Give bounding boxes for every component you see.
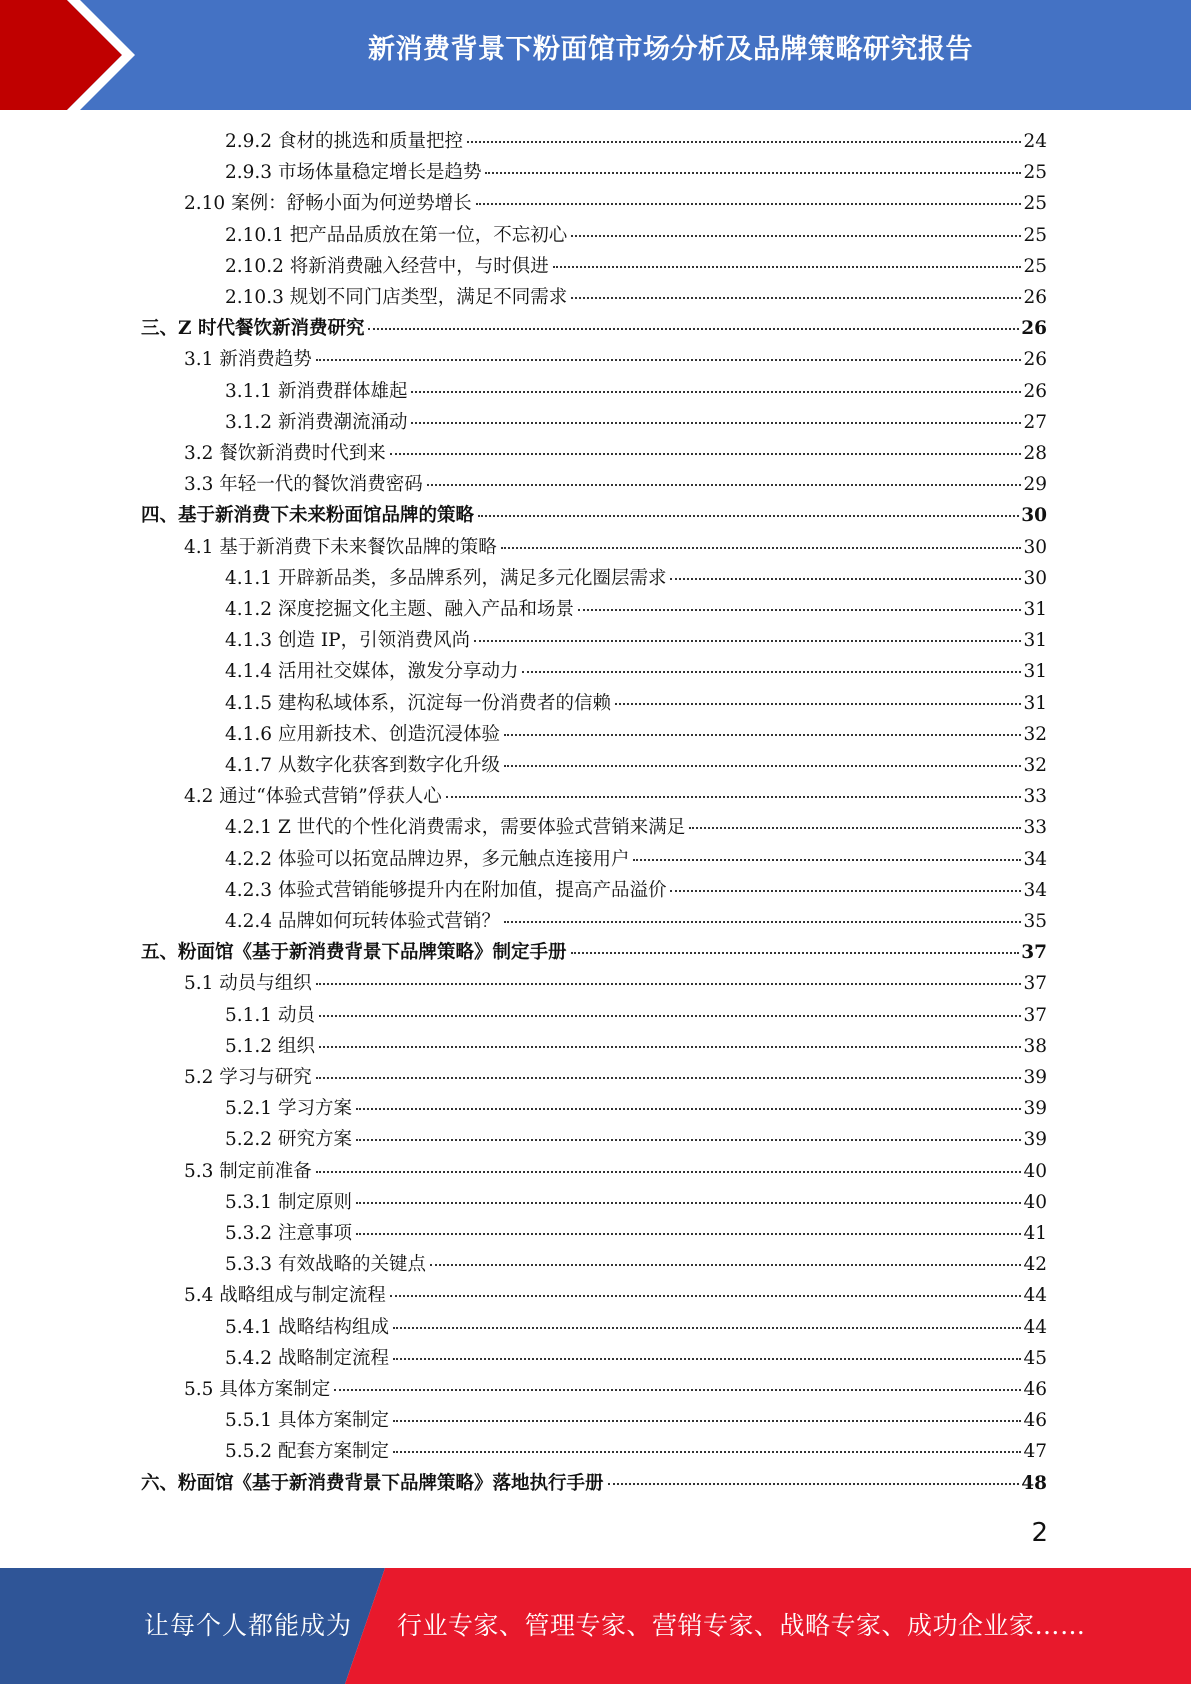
toc-entry-title: 4.1.2 深度挖掘文化主题、融入产品和场景 [225,599,574,620]
toc-dot-leader [476,202,1022,205]
toc-entry-page: 40 [1023,1191,1047,1213]
toc-entry[interactable] [225,1406,1047,1437]
toc-dot-leader [316,1170,1022,1173]
toc-entry-page: 35 [1023,911,1047,932]
toc-entry[interactable] [225,221,1047,252]
toc-entry-page: 33 [1023,817,1047,839]
toc-dot-leader [485,171,1021,174]
toc-dot-leader [411,390,1021,393]
toc-entry-page: 34 [1023,879,1047,901]
toc-entry-title: 4.2.4 品牌如何玩转体验式营销？ [225,911,500,932]
toc-entry-page: 46 [1023,1410,1047,1432]
toc-entry[interactable] [141,314,1047,345]
toc-entry-page: 25 [1023,255,1047,277]
toc-entry-title: 2.9.3 市场体量稳定增长是趋势 [225,162,482,184]
toc-entry-page: 41 [1023,1223,1047,1244]
toc-entry-title: 2.9.2 食材的挑选和质量把控 [225,131,463,152]
toc-entry[interactable] [225,595,1047,626]
toc-entry-title: 4.1 基于新消费下未来餐饮品牌的策略 [184,536,497,558]
toc-entry-title: 2.10 案例：舒畅小面为何逆势增长 [184,193,472,215]
toc-entry-page: 34 [1023,848,1047,870]
toc-entry[interactable] [225,1094,1047,1125]
toc-dot-leader [393,1419,1021,1422]
toc-dot-leader [316,982,1022,985]
header-arrow-decoration [0,0,150,110]
toc-entry-title: 五、粉面馆《基于新消费背景下品牌策略》制定手册 [141,942,567,964]
toc-entry-page: 25 [1023,224,1047,246]
toc-entry[interactable] [184,345,1047,376]
toc-entry-title: 4.1.1 开辟新品类，多品牌系列，满足多元化圈层需求 [225,567,667,589]
toc-entry-title: 4.1.6 应用新技术、创造沉浸体验 [225,723,500,745]
toc-entry-title: 4.1.5 建构私域体系，沉淀每一份消费者的信赖 [225,692,611,714]
toc-entry-title: 4.1.4 活用社交媒体，激发分享动力 [225,661,519,683]
toc-entry-title: 5.3.1 制定原则 [225,1191,352,1213]
toc-entry-title: 5.1 动员与组织 [184,973,312,995]
toc-entry-title: 4.2 通过“体验式营销”俘获人心 [184,786,442,808]
toc-dot-leader [319,1045,1022,1048]
toc-entry-title: 4.2.3 体验式营销能够提升内在附加值，提高产品溢价 [225,879,667,901]
toc-entry-page: 30 [1023,536,1047,558]
toc-dot-leader [474,639,1021,642]
toc-entry-page: 31 [1023,630,1047,652]
toc-entry-title: 4.2.1 Z 世代的个性化消费需求，需要体验式营销来满足 [225,817,686,839]
toc-dot-leader [411,421,1021,424]
toc-dot-leader [446,795,1022,798]
toc-dot-leader [390,1294,1022,1297]
toc-entry-title: 5.5.1 具体方案制定 [225,1410,389,1432]
toc-entry-title: 5.3 制定前准备 [184,1160,312,1182]
toc-entry-page: 26 [1023,380,1047,402]
toc-entry[interactable] [184,439,1047,470]
toc-entry-page: 32 [1023,755,1047,776]
footer-slogan-left: 让每个人都能成为 [144,1611,353,1640]
toc-entry[interactable] [225,876,1047,907]
toc-entry-title: 六、粉面馆《基于新消费背景下品牌策略》落地执行手册 [141,1472,604,1494]
toc-entry-page: 39 [1023,1129,1047,1151]
toc-entry-page: 26 [1021,318,1047,340]
toc-dot-leader [356,1232,1022,1235]
toc-dot-leader [571,234,1021,237]
toc-entry[interactable] [184,1063,1047,1094]
toc-entry-title: 3.1.2 新消费潮流涌动 [225,411,408,433]
toc-entry-page: 24 [1023,131,1047,152]
toc-entry-page: 28 [1023,443,1047,464]
toc-entry[interactable] [225,158,1047,189]
toc-entry-page: 31 [1023,692,1047,714]
toc-dot-leader [393,1450,1021,1453]
toc-entry[interactable] [225,283,1047,314]
toc-entry[interactable] [141,938,1047,969]
toc-entry-page: 26 [1023,349,1047,371]
toc-entry[interactable] [225,564,1047,595]
toc-dot-leader [571,296,1021,299]
toc-dot-leader [553,265,1022,268]
toc-entry-page: 25 [1023,193,1047,215]
toc-dot-leader [670,577,1021,580]
toc-entry[interactable] [225,1437,1047,1468]
toc-dot-leader [430,1263,1021,1266]
toc-dot-leader [501,546,1022,549]
toc-entry-page: 44 [1023,1316,1047,1338]
toc-entry[interactable] [184,1157,1047,1188]
toc-entry-page: 42 [1023,1254,1047,1276]
toc-entry-title: 4.1.7 从数字化获客到数字化升级 [225,755,500,776]
toc-entry-title: 5.3.2 注意事项 [225,1223,352,1244]
toc-entry[interactable] [184,782,1047,813]
toc-entry-page: 39 [1023,1098,1047,1120]
toc-entry-title: 4.2.2 体验可以拓宽品牌边界，多元触点连接用户 [225,848,630,870]
toc-entry-title: 三、Z 时代餐饮新消费研究 [141,318,365,340]
toc-dot-leader [316,1076,1022,1079]
toc-dot-leader [356,1107,1022,1110]
toc-entry-page: 37 [1023,973,1047,995]
toc-entry[interactable] [225,1032,1047,1063]
page-header [0,0,1191,110]
toc-entry[interactable] [225,720,1047,751]
toc-dot-leader [571,951,1020,954]
toc-entry[interactable] [141,501,1047,532]
toc-dot-leader [578,608,1021,611]
toc-entry-page: 26 [1023,287,1047,308]
toc-entry[interactable] [141,1469,1047,1500]
toc-dot-leader [368,327,1019,330]
toc-entry[interactable] [225,907,1047,938]
toc-dot-leader [670,889,1021,892]
toc-entry-title: 5.5.2 配套方案制定 [225,1441,389,1463]
toc-dot-leader [334,1388,1021,1391]
toc-entry[interactable] [225,1344,1047,1375]
toc-entry[interactable] [184,969,1047,1000]
toc-entry-page: 31 [1023,661,1047,683]
toc-dot-leader [615,702,1021,705]
toc-entry[interactable] [225,751,1047,782]
toc-dot-leader [393,1357,1021,1360]
toc-entry[interactable] [225,845,1047,876]
toc-entry[interactable] [184,533,1047,564]
toc-entry[interactable] [184,1281,1047,1312]
toc-entry-page: 29 [1023,474,1047,496]
toc-entry[interactable] [225,1188,1047,1219]
toc-dot-leader [504,764,1021,767]
toc-entry-title: 5.2.2 研究方案 [225,1129,352,1151]
toc-dot-leader [504,733,1021,736]
toc-entry-title: 3.1.1 新消费群体雄起 [225,380,408,402]
toc-entry-title: 5.1.2 组织 [225,1035,315,1057]
toc-entry[interactable] [184,1375,1047,1406]
toc-entry[interactable] [225,626,1047,657]
toc-entry[interactable] [225,813,1047,844]
toc-entry-title: 5.4.1 战略结构组成 [225,1316,389,1338]
toc-entry-page: 30 [1021,505,1047,527]
toc-dot-leader [608,1482,1020,1485]
toc-dot-leader [467,140,1021,143]
toc-entry[interactable] [184,470,1047,501]
toc-entry-title: 5.4 战略组成与制定流程 [184,1285,386,1307]
toc-entry[interactable] [184,189,1047,220]
toc-entry-page: 44 [1023,1285,1047,1307]
toc-entry-page: 48 [1021,1472,1047,1494]
toc-entry-title: 5.5 具体方案制定 [184,1379,331,1400]
toc-entry-title: 2.10.1 把产品品质放在第一位，不忘初心 [225,224,568,246]
toc-dot-leader [393,1326,1021,1329]
toc-entry[interactable] [225,657,1047,688]
footer-slogan-right: 行业专家、管理专家、营销专家、战略专家、成功企业家…… [397,1611,1086,1640]
toc-entry-title: 5.2 学习与研究 [184,1067,312,1088]
toc-dot-leader [689,826,1021,829]
toc-entry-title: 5.1.1 动员 [225,1004,315,1026]
toc-entry-title: 四、基于新消费下未来粉面馆品牌的策略 [141,505,475,527]
toc-dot-leader [356,1138,1022,1141]
toc-dot-leader [427,483,1022,486]
toc-entry-page: 27 [1023,411,1047,433]
toc-entry-title: 5.2.1 学习方案 [225,1098,352,1120]
toc-entry-title: 2.10.3 规划不同门店类型，满足不同需求 [225,287,568,308]
toc-entry[interactable] [225,1250,1047,1281]
toc-entry-page: 37 [1021,942,1047,964]
toc-dot-leader [316,358,1022,361]
toc-entry[interactable] [225,689,1047,720]
toc-entry[interactable] [225,377,1047,408]
toc-entry-page: 47 [1023,1441,1047,1463]
toc-entry-title: 4.1.3 创造 IP，引领消费风尚 [225,630,471,652]
toc-entry[interactable] [225,1219,1047,1250]
toc-entry[interactable] [225,127,1047,158]
toc-dot-leader [356,1201,1022,1204]
toc-entry[interactable] [225,1001,1047,1032]
toc-dot-leader [478,514,1019,517]
toc-entry-page: 30 [1023,567,1047,589]
toc-entry-title: 3.1 新消费趋势 [184,349,312,371]
toc-entry-page: 40 [1023,1160,1047,1182]
toc-dot-leader [390,452,1022,455]
toc-entry-title: 5.4.2 战略制定流程 [225,1347,389,1369]
toc-entry-title: 3.3 年轻一代的餐饮消费密码 [184,474,423,496]
page-footer [0,1568,1191,1684]
toc-entry[interactable] [225,408,1047,439]
toc-dot-leader [504,920,1021,923]
toc-entry-page: 32 [1023,723,1047,745]
toc-dot-leader [633,858,1021,861]
toc-entry[interactable] [225,1125,1047,1156]
toc-entry-title: 5.3.3 有效战略的关键点 [225,1254,426,1276]
toc-entry-page: 33 [1023,786,1047,808]
toc-entry-page: 46 [1023,1379,1047,1400]
page-number: 2 [1031,1518,1048,1548]
toc-entry-title: 2.10.2 将新消费融入经营中，与时俱进 [225,255,549,277]
toc-entry-page: 25 [1023,162,1047,184]
toc-dot-leader [522,670,1021,673]
toc-entry-page: 38 [1023,1035,1047,1057]
document-title: 新消费背景下粉面馆市场分析及品牌策略研究报告 [368,34,973,65]
toc-entry-page: 31 [1023,599,1047,620]
toc-dot-leader [319,1014,1022,1017]
toc-entry-page: 45 [1023,1347,1047,1369]
toc-entry-page: 37 [1023,1004,1047,1026]
toc-entry-page: 39 [1023,1067,1047,1088]
toc-entry[interactable] [225,1313,1047,1344]
toc-entry-title: 3.2 餐饮新消费时代到来 [184,443,386,464]
toc-entry[interactable] [225,252,1047,283]
